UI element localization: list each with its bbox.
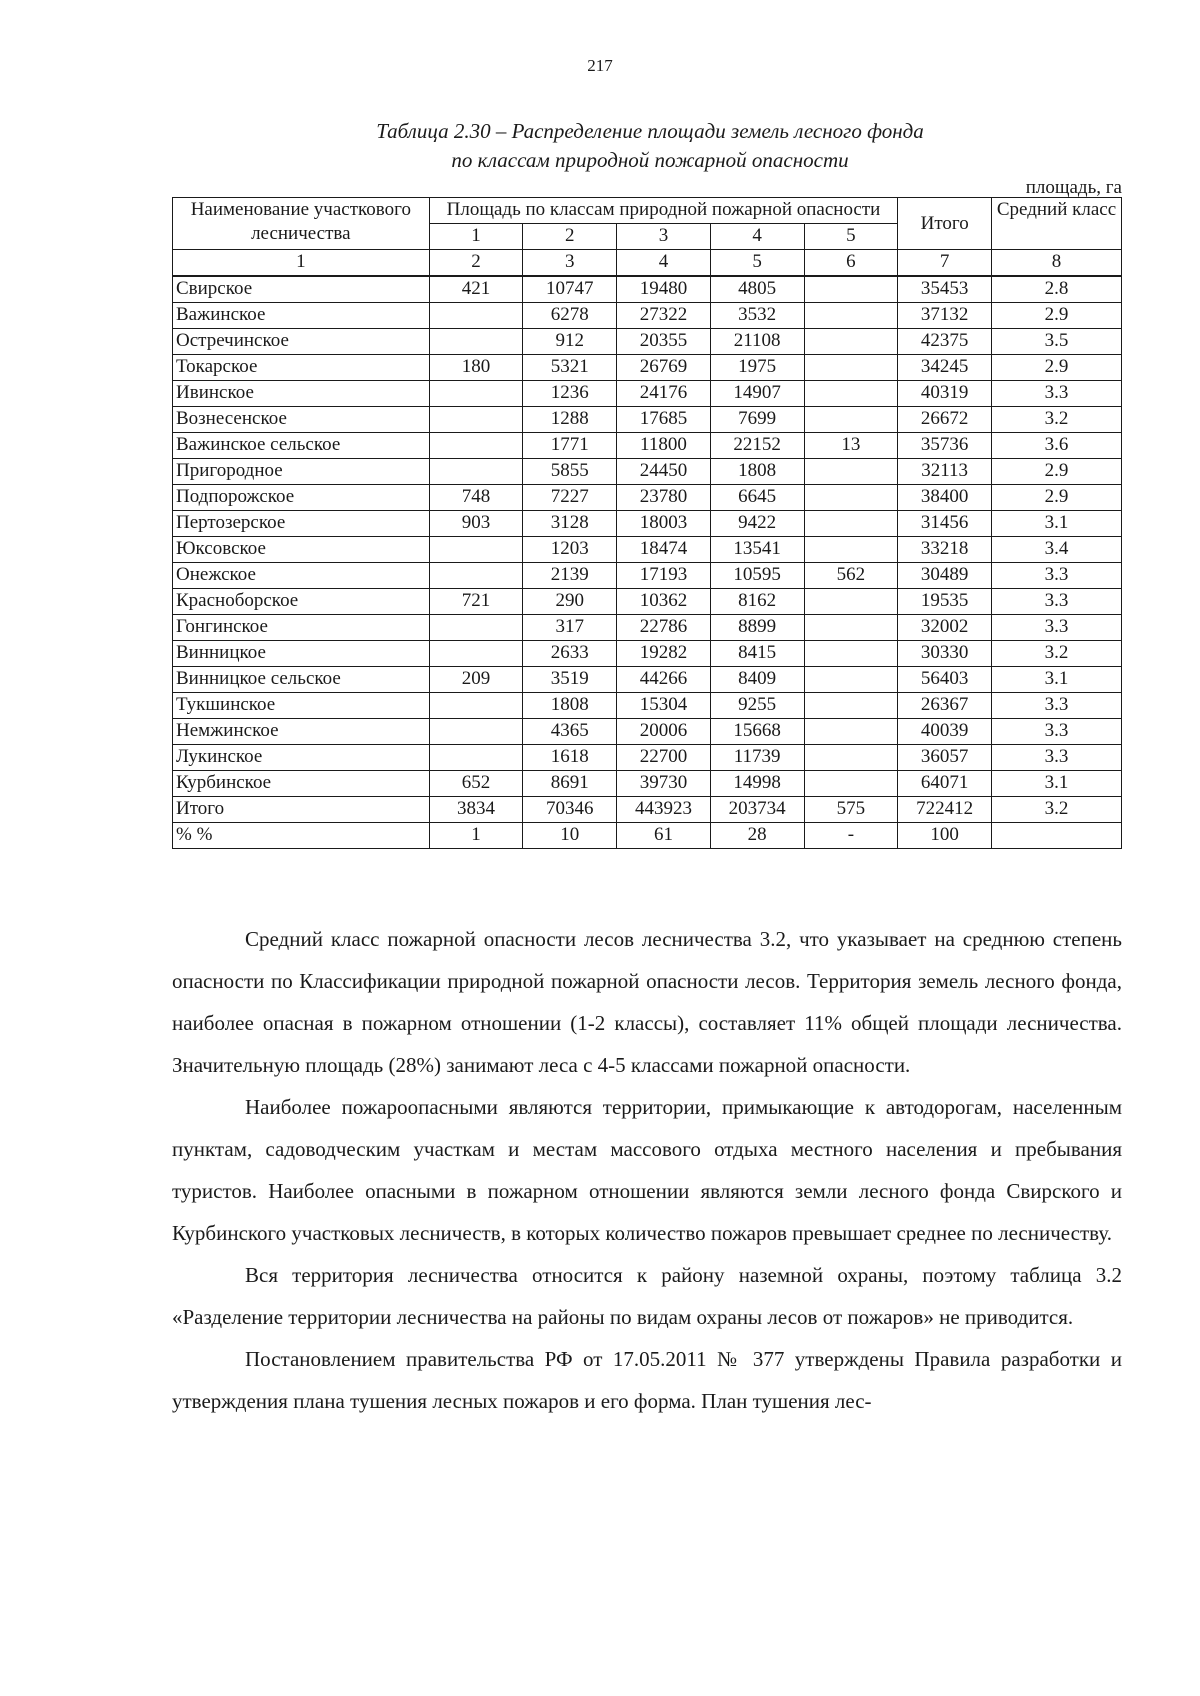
table-cell: 26367 bbox=[898, 693, 992, 719]
table-cell: 34245 bbox=[898, 355, 992, 381]
table-cell: 3.3 bbox=[992, 615, 1122, 641]
table-cell bbox=[804, 745, 898, 771]
table-row bbox=[173, 797, 1122, 823]
table-cell: 14998 bbox=[710, 771, 804, 797]
table-cell: 5321 bbox=[523, 355, 617, 381]
forestry-name-cell: Юксовское bbox=[173, 537, 430, 563]
table-cell bbox=[429, 459, 523, 485]
body-text bbox=[172, 918, 1122, 1422]
table-row bbox=[173, 537, 1122, 563]
table-cell: 35736 bbox=[898, 433, 992, 459]
column-index-cell: 8 bbox=[992, 250, 1122, 277]
body-paragraph: Постановлением правительства РФ от 17.05.2011 № 377 утверждены Правила разработки и утверждения плана тушения лесных пожаров и его форма. План тушения лес- bbox=[172, 1347, 1122, 1413]
table-cell: 562 bbox=[804, 563, 898, 589]
forestry-name-cell: Немжинское bbox=[173, 719, 430, 745]
table-cell bbox=[429, 433, 523, 459]
table-row bbox=[173, 823, 1122, 849]
table-cell bbox=[804, 537, 898, 563]
table-cell: 3834 bbox=[429, 797, 523, 823]
table-cell: 2.9 bbox=[992, 485, 1122, 511]
table-cell: 317 bbox=[523, 615, 617, 641]
table-cell: - bbox=[804, 823, 898, 849]
header-classes-group: Площадь по классам природной пожарной опасности bbox=[429, 198, 898, 224]
table-cell: 2.9 bbox=[992, 355, 1122, 381]
header-total: Итого bbox=[898, 198, 992, 250]
table-row bbox=[173, 433, 1122, 459]
table-cell: 3.1 bbox=[992, 771, 1122, 797]
forestry-name-cell: Важинское bbox=[173, 303, 430, 329]
table-cell: 421 bbox=[429, 276, 523, 303]
table-cell: 6278 bbox=[523, 303, 617, 329]
table-cell: 15304 bbox=[617, 693, 711, 719]
table-cell: 33218 bbox=[898, 537, 992, 563]
column-index-cell: 1 bbox=[173, 250, 430, 277]
table-cell: 24176 bbox=[617, 381, 711, 407]
table-cell: 4805 bbox=[710, 276, 804, 303]
table-cell: 30330 bbox=[898, 641, 992, 667]
table-cell: 3.3 bbox=[992, 381, 1122, 407]
table-cell: 6645 bbox=[710, 485, 804, 511]
table-cell bbox=[804, 355, 898, 381]
table-cell: 20006 bbox=[617, 719, 711, 745]
table-cell bbox=[429, 719, 523, 745]
table-cell: 2.9 bbox=[992, 303, 1122, 329]
forestry-name-cell: Винницкое сельское bbox=[173, 667, 430, 693]
table-cell: 1236 bbox=[523, 381, 617, 407]
table-cell: 3.2 bbox=[992, 641, 1122, 667]
column-index-cell: 4 bbox=[617, 250, 711, 277]
table-cell: 7699 bbox=[710, 407, 804, 433]
table-cell: 209 bbox=[429, 667, 523, 693]
table-cell: 3.2 bbox=[992, 797, 1122, 823]
table-cell: 3519 bbox=[523, 667, 617, 693]
forestry-name-cell: Красноборское bbox=[173, 589, 430, 615]
table-cell bbox=[804, 693, 898, 719]
table-row bbox=[173, 407, 1122, 433]
table-cell: 8415 bbox=[710, 641, 804, 667]
header-class-number: 1 bbox=[429, 224, 523, 250]
forestry-name-cell: Гонгинское bbox=[173, 615, 430, 641]
table-cell: 21108 bbox=[710, 329, 804, 355]
table-cell bbox=[804, 719, 898, 745]
forestry-name-cell: Пригородное bbox=[173, 459, 430, 485]
forestry-name-cell: % % bbox=[173, 823, 430, 849]
forestry-name-cell: Курбинское bbox=[173, 771, 430, 797]
table-caption-line-1: Таблица 2.30 – Распределение площади земель лесного фонда bbox=[376, 119, 924, 143]
table-cell: 8409 bbox=[710, 667, 804, 693]
table-cell bbox=[804, 407, 898, 433]
table-cell: 575 bbox=[804, 797, 898, 823]
forestry-name-cell: Ивинское bbox=[173, 381, 430, 407]
table-cell: 912 bbox=[523, 329, 617, 355]
body-paragraph: Средний класс пожарной опасности лесов лесничества 3.2, что указывает на среднюю степень опасности по Классификации природной пожарной опасности лесов. Территория земель лесного фонда, наиболее опасная в пожарном отношении (1-2 классы), составляет 11% общей площади лесничества. Значительную площадь (28%) занимают леса с 4-5 классами пожарной опасности. bbox=[172, 927, 1122, 1077]
column-index-cell: 7 bbox=[898, 250, 992, 277]
table-cell: 180 bbox=[429, 355, 523, 381]
table-cell: 3.4 bbox=[992, 537, 1122, 563]
table-cell: 19282 bbox=[617, 641, 711, 667]
table-cell: 3.3 bbox=[992, 589, 1122, 615]
forestry-name-cell: Винницкое bbox=[173, 641, 430, 667]
column-index-row bbox=[173, 250, 1122, 277]
table-cell: 24450 bbox=[617, 459, 711, 485]
table-cell: 3.5 bbox=[992, 329, 1122, 355]
table-cell bbox=[429, 537, 523, 563]
header-class-number: 3 bbox=[617, 224, 711, 250]
table-cell: 1 bbox=[429, 823, 523, 849]
table-row bbox=[173, 693, 1122, 719]
table-cell: 14907 bbox=[710, 381, 804, 407]
table-row bbox=[173, 329, 1122, 355]
table-cell: 13541 bbox=[710, 537, 804, 563]
table-cell bbox=[429, 615, 523, 641]
table-cell: 70346 bbox=[523, 797, 617, 823]
forestry-name-cell: Подпорожское bbox=[173, 485, 430, 511]
table-cell bbox=[429, 407, 523, 433]
table-cell: 1771 bbox=[523, 433, 617, 459]
table-cell: 26769 bbox=[617, 355, 711, 381]
table-cell bbox=[804, 667, 898, 693]
table-cell: 22786 bbox=[617, 615, 711, 641]
table-cell: 721 bbox=[429, 589, 523, 615]
table-cell: 3.3 bbox=[992, 563, 1122, 589]
table-cell bbox=[804, 615, 898, 641]
table-cell: 31456 bbox=[898, 511, 992, 537]
table-row bbox=[173, 511, 1122, 537]
table-cell: 1808 bbox=[710, 459, 804, 485]
table-cell: 4365 bbox=[523, 719, 617, 745]
table-cell: 443923 bbox=[617, 797, 711, 823]
table-row bbox=[173, 459, 1122, 485]
table-row bbox=[173, 667, 1122, 693]
table-cell: 28 bbox=[710, 823, 804, 849]
table-cell: 22700 bbox=[617, 745, 711, 771]
table-cell: 1203 bbox=[523, 537, 617, 563]
table-row bbox=[173, 303, 1122, 329]
table-cell: 652 bbox=[429, 771, 523, 797]
table-cell bbox=[804, 771, 898, 797]
table-cell bbox=[804, 511, 898, 537]
table-cell: 42375 bbox=[898, 329, 992, 355]
table-row bbox=[173, 745, 1122, 771]
table-cell: 1975 bbox=[710, 355, 804, 381]
table-cell: 8899 bbox=[710, 615, 804, 641]
table-row bbox=[173, 771, 1122, 797]
column-index-cell: 6 bbox=[804, 250, 898, 277]
header-class-number: 4 bbox=[710, 224, 804, 250]
table-row bbox=[173, 485, 1122, 511]
table-cell: 7227 bbox=[523, 485, 617, 511]
forestry-name-cell: Остречинское bbox=[173, 329, 430, 355]
table-caption-line-2: по классам природной пожарной опасности bbox=[451, 148, 849, 172]
table-cell: 3.2 bbox=[992, 407, 1122, 433]
table-cell: 2.9 bbox=[992, 459, 1122, 485]
table-row bbox=[173, 589, 1122, 615]
table-cell: 44266 bbox=[617, 667, 711, 693]
table-cell: 36057 bbox=[898, 745, 992, 771]
table-cell: 19480 bbox=[617, 276, 711, 303]
table-cell: 27322 bbox=[617, 303, 711, 329]
table-cell: 13 bbox=[804, 433, 898, 459]
forestry-name-cell: Тукшинское bbox=[173, 693, 430, 719]
table-cell: 30489 bbox=[898, 563, 992, 589]
table-cell: 3128 bbox=[523, 511, 617, 537]
table-cell bbox=[429, 693, 523, 719]
header-average-class: Средний класс bbox=[992, 198, 1122, 250]
table-row bbox=[173, 641, 1122, 667]
table-cell: 39730 bbox=[617, 771, 711, 797]
table-cell: 2.8 bbox=[992, 276, 1122, 303]
table-cell: 38400 bbox=[898, 485, 992, 511]
table-caption bbox=[300, 117, 1000, 175]
table-cell: 2139 bbox=[523, 563, 617, 589]
table-cell: 8691 bbox=[523, 771, 617, 797]
forestry-name-cell: Онежское bbox=[173, 563, 430, 589]
forestry-name-cell: Лукинское bbox=[173, 745, 430, 771]
table-cell: 3532 bbox=[710, 303, 804, 329]
forestry-name-cell: Токарское bbox=[173, 355, 430, 381]
table-cell: 3.3 bbox=[992, 693, 1122, 719]
table-cell: 9255 bbox=[710, 693, 804, 719]
table-cell: 23780 bbox=[617, 485, 711, 511]
header-name-column: Наименование участкового лесничества bbox=[173, 198, 430, 250]
table-cell bbox=[429, 381, 523, 407]
table-cell bbox=[992, 823, 1122, 849]
table-cell: 1288 bbox=[523, 407, 617, 433]
forestry-name-cell: Пертозерское bbox=[173, 511, 430, 537]
table-cell: 5855 bbox=[523, 459, 617, 485]
table-cell bbox=[429, 745, 523, 771]
table-cell: 18474 bbox=[617, 537, 711, 563]
table-row bbox=[173, 563, 1122, 589]
table-cell: 40039 bbox=[898, 719, 992, 745]
forestry-name-cell: Свирское bbox=[173, 276, 430, 303]
table-cell: 100 bbox=[898, 823, 992, 849]
table-cell: 61 bbox=[617, 823, 711, 849]
table-row bbox=[173, 355, 1122, 381]
table-cell: 17685 bbox=[617, 407, 711, 433]
table-cell: 722412 bbox=[898, 797, 992, 823]
table-cell: 32002 bbox=[898, 615, 992, 641]
table-cell: 56403 bbox=[898, 667, 992, 693]
table-cell bbox=[429, 303, 523, 329]
table-cell: 11800 bbox=[617, 433, 711, 459]
table-cell: 3.3 bbox=[992, 719, 1122, 745]
table-cell bbox=[429, 563, 523, 589]
table-cell: 903 bbox=[429, 511, 523, 537]
table-cell: 37132 bbox=[898, 303, 992, 329]
table-cell bbox=[804, 276, 898, 303]
body-paragraph: Вся территория лесничества относится к району наземной охраны, поэтому таблица 3.2 «Разделение территории лесничества на районы по видам охраны лесов от пожаров» не приводится. bbox=[172, 1263, 1122, 1329]
table-cell bbox=[804, 641, 898, 667]
table-row bbox=[173, 381, 1122, 407]
table-row bbox=[173, 615, 1122, 641]
column-index-cell: 2 bbox=[429, 250, 523, 277]
table-cell: 748 bbox=[429, 485, 523, 511]
table-cell bbox=[429, 641, 523, 667]
table-row bbox=[173, 276, 1122, 303]
table-cell: 64071 bbox=[898, 771, 992, 797]
forestry-name-cell: Итого bbox=[173, 797, 430, 823]
column-index-cell: 5 bbox=[710, 250, 804, 277]
unit-note: площадь, га bbox=[1025, 177, 1122, 198]
forest-fire-class-table bbox=[172, 197, 1122, 849]
table-cell: 19535 bbox=[898, 589, 992, 615]
table-cell: 8162 bbox=[710, 589, 804, 615]
table-cell: 10362 bbox=[617, 589, 711, 615]
forestry-name-cell: Важинское сельское bbox=[173, 433, 430, 459]
table-cell: 1618 bbox=[523, 745, 617, 771]
table-cell bbox=[804, 381, 898, 407]
table-cell bbox=[804, 329, 898, 355]
table-cell: 3.3 bbox=[992, 745, 1122, 771]
table-cell: 18003 bbox=[617, 511, 711, 537]
table-cell: 20355 bbox=[617, 329, 711, 355]
table-cell: 1808 bbox=[523, 693, 617, 719]
table-cell: 9422 bbox=[710, 511, 804, 537]
table-cell bbox=[804, 303, 898, 329]
header-class-number: 5 bbox=[804, 224, 898, 250]
table-cell: 10595 bbox=[710, 563, 804, 589]
table-cell: 2633 bbox=[523, 641, 617, 667]
table-cell bbox=[804, 485, 898, 511]
table-cell: 26672 bbox=[898, 407, 992, 433]
table-cell: 290 bbox=[523, 589, 617, 615]
page-number: 217 bbox=[587, 56, 613, 75]
table-cell: 32113 bbox=[898, 459, 992, 485]
forestry-name-cell: Вознесенское bbox=[173, 407, 430, 433]
table-cell: 17193 bbox=[617, 563, 711, 589]
table-row bbox=[173, 719, 1122, 745]
table-cell: 35453 bbox=[898, 276, 992, 303]
body-paragraph: Наиболее пожароопасными являются территории, примыкающие к автодорогам, населенным пунктам, садоводческим участкам и местам массового отдыха местного населения и пребывания туристов. Наиболее опасными в пожарном отношении являются земли лесного фонда Свирского и Курбинского участковых лесничеств, в которых количество пожаров превышает среднее по лесничеству. bbox=[172, 1095, 1122, 1245]
table-cell: 11739 bbox=[710, 745, 804, 771]
table-cell: 15668 bbox=[710, 719, 804, 745]
column-index-cell: 3 bbox=[523, 250, 617, 277]
table-cell bbox=[804, 589, 898, 615]
table-cell: 10 bbox=[523, 823, 617, 849]
table-cell: 3.6 bbox=[992, 433, 1122, 459]
table-cell bbox=[429, 329, 523, 355]
table-cell: 22152 bbox=[710, 433, 804, 459]
table-cell: 3.1 bbox=[992, 511, 1122, 537]
table-cell bbox=[804, 459, 898, 485]
table-cell: 10747 bbox=[523, 276, 617, 303]
header-class-number: 2 bbox=[523, 224, 617, 250]
table-cell: 40319 bbox=[898, 381, 992, 407]
table-cell: 3.1 bbox=[992, 667, 1122, 693]
table-cell: 203734 bbox=[710, 797, 804, 823]
